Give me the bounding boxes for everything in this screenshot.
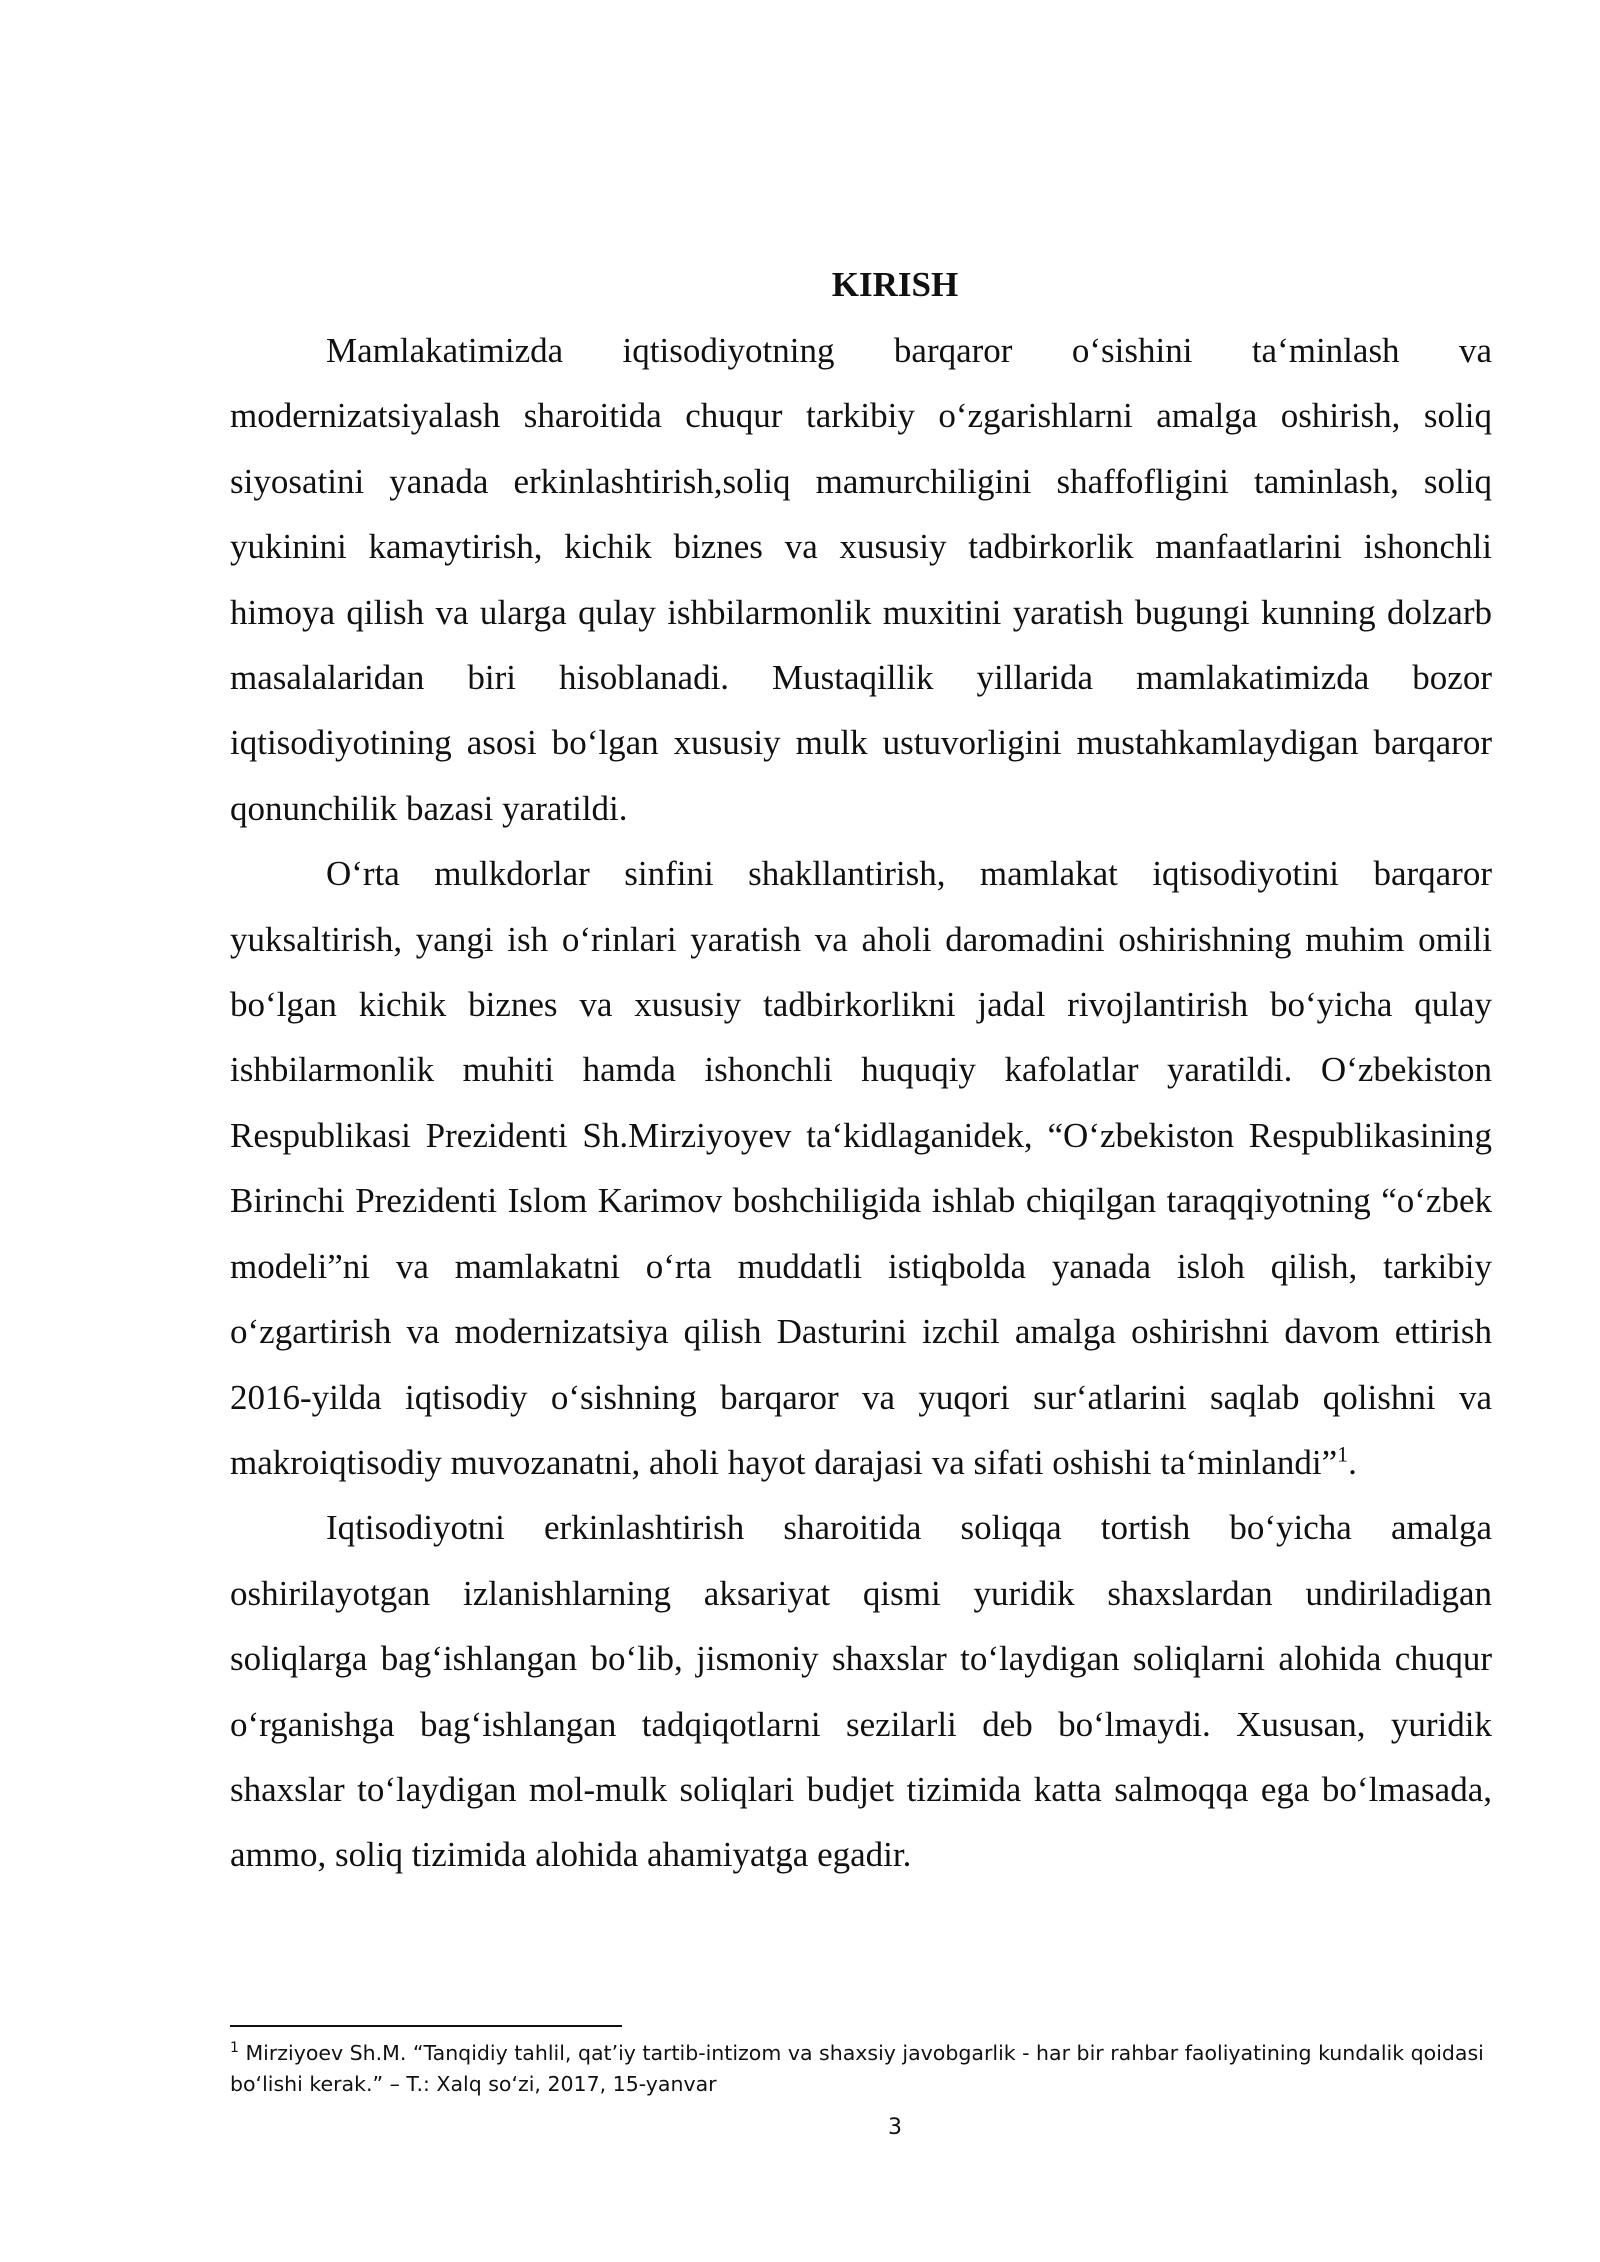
page-number: 3 [888, 2115, 902, 2140]
body-text [230, 318, 1492, 1888]
paragraph-2 [230, 841, 1492, 1495]
paragraph-3-text: Iqtisodiyotni erkinlashtirish sharoitida soliqqa tortish bo‘yicha amalga oshirilayotgan izlanishlarning aksariyat qismi yuridik shaxslardan undiriladigan soliqlarga bag‘ishlangan bo‘lib, jismoniy shaxslar to‘laydigan soliqlarni alohida chuqur o‘rganishga bag‘ishlangan tadqiqotlarni sezilarli deb bo‘lmaydi. Xususan, yuridik shaxslar to‘laydigan mol-mulk soliqlari budjet tizimida katta salmoqqa ega bo‘lmasada, ammo, soliq tizimida alohida ahamiyatga egadir. [230, 1508, 1492, 1875]
paragraph-3 [230, 1495, 1492, 1887]
footnote-marker: 1 [230, 2040, 239, 2057]
footnote [230, 2038, 1492, 2100]
footnote-text: Mirziyoev Sh.M. “Tanqidiy tahlil, qat’iy tartib-intizom va shaxsiy javobgarlik - har bir rahbar faoliyatining kundalik qoidasi bo‘lishi kerak.” – T.: Xalq so‘zi, 2017, 15-yanvar [230, 2041, 1484, 2096]
section-heading: KIRISH [831, 265, 959, 304]
footnote-reference[interactable]: 1 [1337, 1441, 1349, 1467]
paragraph-2-text: O‘rta mulkdorlar sinfini shakllantirish, mamlakat iqtisodiyotini barqaror yuksaltirish, yangi ish o‘rinlari yaratish va aholi daromadini oshirishning muhim omili bo‘lgan kichik biznes va xususiy tadbirkorlikni jadal rivojlantirish bo‘yicha qulay ishbilarmonlik muhiti hamda ishonchli huquqiy kafolatlar yaratildi. O‘zbekiston Respublikasi Prezidenti Sh.Mirziyoyev ta‘kidlaganidek, “O‘zbekiston Respublikasining Birinchi Prezidenti Islom Karimov boshchiligida ishlab chiqilgan taraqqiyotning “o‘zbek modeli”ni va mamlakatni o‘rta muddatli istiqbolda yanada isloh qilish, tarkibiy o‘zgartirish va modernizatsiya qilish Dasturini izchil amalga oshirishni davom ettirish 2016-yilda iqtisodiy o‘sishning barqaror va yuqori sur‘atlarini saqlab qolishni va makroiqtisodiy muvozanatni, aholi hayot darajasi va sifati oshishi ta‘minlandi” [230, 854, 1492, 1482]
paragraph-2-tail: . [1348, 1442, 1357, 1482]
footnote-separator [230, 2025, 622, 2027]
paragraph-1 [230, 318, 1492, 841]
paragraph-1-text: Mamlakatimizda iqtisodiyotning barqaror o‘sishini ta‘minlash va modernizatsiyalash sharoitida chuqur tarkibiy o‘zgarishlarni amalga oshirish, soliq siyosatini yanada erkinlashtirish,soliq mamurchiligini shaffofligini taminlash, soliq yukinini kamaytirish, kichik biznes va xususiy tadbirkorlik manfaatlarini ishonchli himoya qilish va ularga qulay ishbilarmonlik muxitini yaratish bugungi kunning dolzarb masalalaridan biri hisoblanadi. Mustaqillik yillarida mamlakatimizda bozor iqtisodiyotining asosi bo‘lgan xususiy mulk ustuvorligini mustahkamlaydigan barqaror qonunchilik bazasi yaratildi. [230, 331, 1492, 828]
